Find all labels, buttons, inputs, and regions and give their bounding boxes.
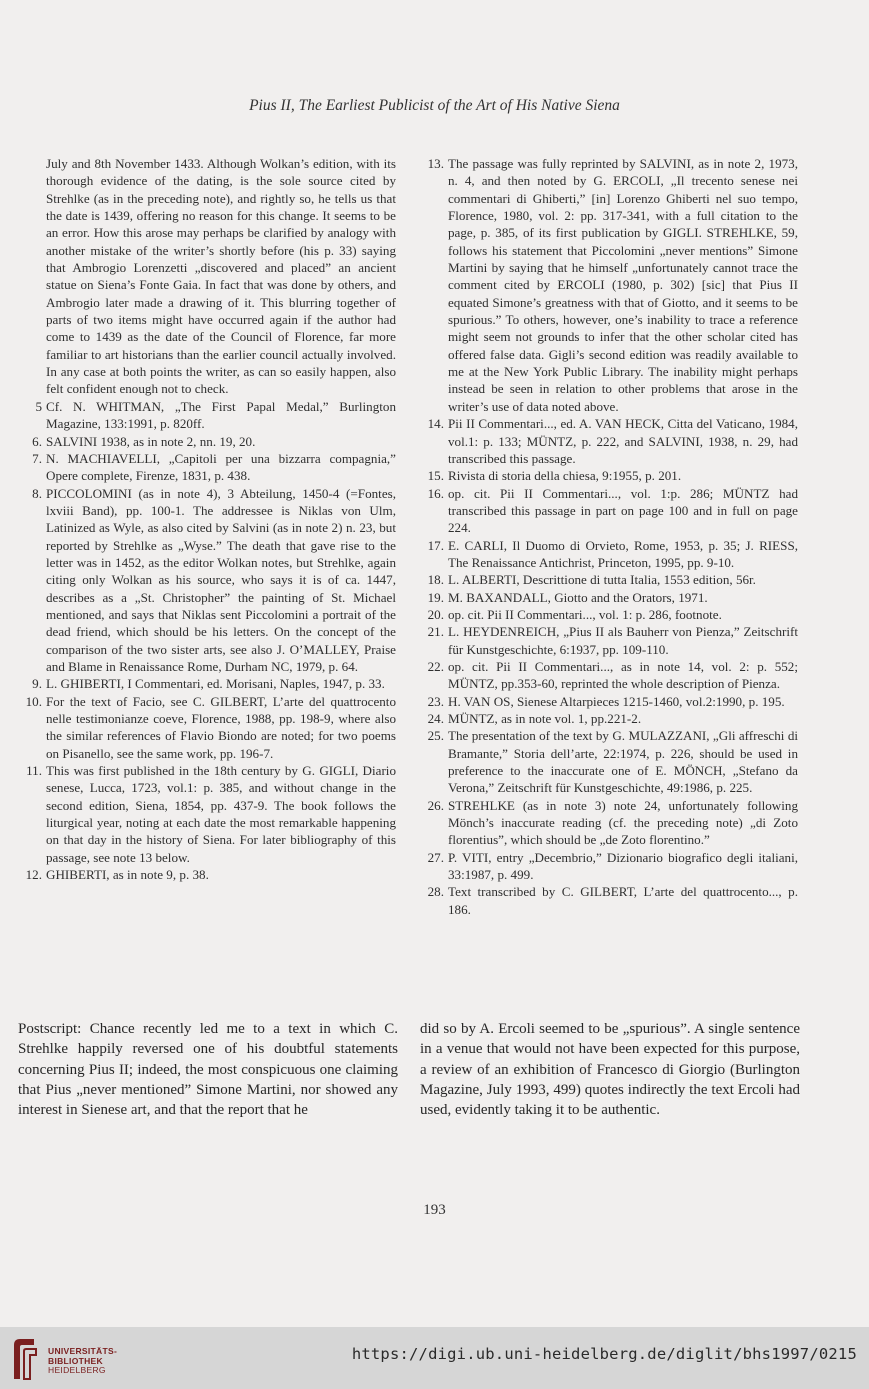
footnote — [20, 450, 396, 485]
left-notes-column — [20, 155, 396, 883]
footnote-number: 22. — [427, 658, 444, 674]
footnote-text: The passage was fully reprinted by SALVINI, as in note 2, 1973, n. 4, and then noted by G. ERCOLI, „Il trecento senese nei commentari di Ghiberti,” [in] Lorenzo Ghiberti nel suo tempo, Florence, 1980, vol. 2: pp. 317-341, with a full citation to the page, p. 385, of its first publication by GIGLI. STREHLKE, 59, follows his statement that Piccolomini „never mentions” Simone Martini by saying that he himself „unfortunately cannot trace the comment cited by ERCOLI (1980, p. 302) [sic] that Pius II equated Simone’s greatness with that of Giotto, and it seems to be spurious.” To others, however, one’s inability to trace a reference might seem not grounds to infer that the other scholar cited has offered false data. Gigli’s second edition was readily available to me at the New York Public Library. The inability might perhaps instead be seen in relation to other problems that arose in the writer’s use of data noted above. — [448, 156, 798, 414]
footnote — [422, 537, 798, 572]
viewer-footer-bar — [0, 1327, 869, 1389]
footnote — [422, 467, 798, 484]
footnote-number: 23. — [427, 693, 444, 709]
footnote-text: op. cit. Pii II Commentari..., as in note 14, vol. 2: p. 552; MÜNTZ, pp.353-60, reprinted the whole description of Pienza. — [448, 658, 798, 692]
footnote-text: This was first published in the 18th century by G. GIGLI, Diario senese, Lucca, 1723, vol.1: p. 385, and without change in the second edition, Siena, 1854, pp. 437-9. The book follows the liturgical year, noting at each date the most remarkable happening on that day in the history of Siena. For later bibliography of this passage, see note 13 below. — [46, 763, 396, 865]
footnote-text: MÜNTZ, as in note vol. 1, pp.221-2. — [448, 711, 642, 726]
permalink-url[interactable]: https://digi.ub.uni-heidelberg.de/diglit/bhs1997/0215 — [351, 1345, 857, 1363]
footnote-text: SALVINI 1938, as in note 2, nn. 19, 20. — [46, 433, 256, 449]
footnote — [20, 398, 396, 433]
footnote-number: 26. — [427, 797, 444, 813]
footnote-number: 18. — [427, 572, 444, 588]
footnote — [422, 883, 798, 918]
footnote-text: M. BAXANDALL, Giotto and the Orators, 1971. — [448, 589, 708, 605]
footnote-text: The presentation of the text by G. MULAZZANI, „Gli affreschi di Bramante,” Storia dell’arte, 22:1974, p. 226, should be used in preference to the inaccurate one of E. MÖNCH, „Stefano da Verona,” Zeitschrift für Kunstgeschichte, 49:1986, p. 225. — [448, 728, 798, 796]
logo-line-2: BIBLIOTHEK — [48, 1355, 103, 1366]
logo-line-3: HEIDELBERG — [48, 1365, 106, 1375]
footnote-number: 8. — [32, 485, 42, 501]
footnote-text: P. VITI, entry „Decembrio,” Dizionario biografico degli italiani, 33:1987, p. 499. — [448, 849, 798, 883]
library-logo[interactable] — [10, 1335, 170, 1381]
footnote — [20, 866, 396, 883]
footnote — [20, 433, 396, 450]
note-continuation — [20, 155, 396, 398]
footnote-number: 16. — [427, 485, 444, 501]
footnote — [422, 155, 798, 415]
footnote — [422, 623, 798, 658]
library-logo-icon — [10, 1335, 40, 1381]
note-continuation-text: July and 8th November 1433. Although Wolkan’s edition, with its thorough evidence of the dating, is the sole source cited by Strehlke (as in the preceding note), and rightly so, he tells us that the date is 1439, offering no reason for this change. It seems to be an error. How this arose may perhaps be clarified by analogy with another mistake of the writer’s shortly before (his p. 33) saying that Ambrogio Lorenzetti „discovered and placed” an ancient statue on Siena’s Fonte Gaia. In fact that was done by others, and Ambrogio later made a drawing of it. This blurring together of parts of two items might have occurred again if the author had come to 1439 as the date of the Council of Florence, far more familiar to art historians than the earlier council actually involved. In any case at both points the writer, as can so easily happen, also felt confident enough not to check. — [46, 156, 396, 397]
footnote-number: 11. — [26, 763, 42, 779]
footnote-text: Pii II Commentari..., ed. A. VAN HECK, Citta del Vaticano, 1984, vol.1: p. 133; MÜNTZ, p. 222, and SALVINI, 1938, n. 29, had transcribed this passage. — [448, 416, 798, 466]
footnote-text: Cf. N. WHITMAN, „The First Papal Medal,” Burlington Magazine, 133:1991, p. 820ff. — [46, 398, 396, 432]
footnote-number: 10. — [25, 693, 42, 709]
footnote-text: GHIBERTI, as in note 9, p. 38. — [46, 867, 209, 883]
right-notes-column — [422, 155, 798, 918]
footnote-number: 15. — [427, 468, 444, 484]
footnote-text: L. HEYDENREICH, „Pius II als Bauherr von Pienza,” Zeitschrift für Kunstgeschichte, 6:1937, pp. 109-110. — [448, 624, 798, 657]
footnote-text: Text transcribed by C. GILBERT, L’arte del quattrocento..., p. 186. — [448, 884, 798, 917]
footnote — [20, 693, 396, 762]
footnote — [422, 727, 798, 796]
footnote-text: op. cit. Pii II Commentari..., vol. 1:p. 286; MÜNTZ had transcribed this passage in part on page 100 and in full on page 224. — [448, 485, 798, 536]
footnote-number: 14. — [427, 416, 444, 432]
footnote-number: 9. — [32, 676, 42, 692]
footnote — [422, 606, 798, 623]
footnote-text: PICCOLOMINI (as in note 4), 3 Abteilung, 1450-4 (=Fontes, lxviii Band), pp. 100-1. The addressee is Niklas von Ulm, Latinized as Wyle, as also cited by Salvini (as in note 2) n. 23, but reported by Strehlke as „Wyse.” The death that gave rise to the letter was in 1452, as the editor Wolkan notes, but Strehlke, again citing only Wolkan as his source, who says it is of ca. 1447, describes as a „St. Christopher” the painting of St. Michael mentioned, and says that Niklas sent Piccolomini a portrait of the dead friend, which should be his letters. On the concept of the comparison of the two sister arts, see also J. O’MALLEY, Praise and Blame in Renaissance Rome, Durham NC, 1979, p. 64. — [46, 485, 396, 674]
footnote — [20, 762, 396, 866]
footnote-number: 25. — [427, 728, 444, 744]
footnote-number: 28. — [427, 884, 444, 900]
footnote — [422, 849, 798, 884]
footnote-number: 6. — [32, 433, 42, 449]
footnote — [422, 415, 798, 467]
footnote — [422, 658, 798, 693]
footnote — [422, 589, 798, 606]
footnote — [422, 693, 798, 710]
library-logo-text — [48, 1347, 117, 1376]
footnote-number: 24. — [427, 711, 444, 726]
footnote-number: 5 — [35, 398, 42, 414]
footnote-number: 13. — [427, 156, 444, 171]
footnote-text: N. MACHIAVELLI, „Capitoli per una bizzarra compagnia,” Opere complete, Firenze, 1831, p. 438. — [46, 450, 396, 484]
footnote-text: op. cit. Pii II Commentari..., vol. 1: p. 286, footnote. — [448, 606, 722, 622]
footnote-number: 27. — [427, 849, 444, 865]
footnote — [20, 675, 396, 692]
footnote — [422, 797, 798, 849]
footnote-text: L. GHIBERTI, I Commentari, ed. Morisani, Naples, 1947, p. 33. — [46, 676, 385, 692]
footnote — [20, 485, 396, 676]
logo-line-1: UNIVERSITÄTS- — [48, 1346, 118, 1356]
footnote-number: 17. — [427, 537, 444, 553]
footnote-number: 7. — [32, 450, 42, 466]
footnote-number: 19. — [427, 589, 444, 605]
footnote-number: 12. — [25, 867, 42, 883]
footnote — [422, 485, 798, 537]
footnote — [422, 710, 798, 727]
footnote — [422, 571, 798, 588]
page-number: 193 — [423, 1202, 446, 1218]
postscript-left: Postscript: Chance recently led me to a text in which C. Strehlke happily reversed one of his doubtful statements concerning Pius II; indeed, the most conspicuous one claiming that Pius „never mentioned” Simone Martini, nor showed any interest in Sienese art, and that the report that he — [18, 1021, 398, 1119]
footnote-text: E. CARLI, Il Duomo di Orvieto, Rome, 1953, p. 35; J. RIESS, The Renaissance Antichrist, Princeton, 1995, pp. 9-10. — [448, 537, 798, 570]
footnote-text: STREHLKE (as in note 3) note 24, unfortunately following Mönch’s inaccurate reading (cf. the preceding note) „di Zoto florentius”, which should be „de Zoto florentino.” — [448, 797, 798, 848]
footnote-text: H. VAN OS, Sienese Altarpieces 1215-1460, vol.2:1990, p. 195. — [448, 693, 785, 709]
footnote-text: L. ALBERTI, Descrittione di tutta Italia, 1553 edition, 56r. — [448, 572, 756, 588]
postscript-right: did so by A. Ercoli seemed to be „spurious”. A single sentence in a venue that would not have been expected for this purpose, a review of an exhibition of Francesco di Giorgio (Burlington Magazine, July 1993, 499) quotes indirectly the text Ercoli had used, evidently taking it to be authentic. — [420, 1021, 800, 1119]
footnote-text: For the text of Facio, see C. GILBERT, L’arte del quattrocento nelle testimonianze coeve, Florence, 1988, pp. 198-9, where also the similar references of Flavio Biondo are noted; for two poems on Pisanello, see the same work, pp. 196-7. — [46, 693, 396, 761]
footnote-number: 21. — [427, 624, 444, 640]
running-head: Pius II, The Earliest Publicist of the Art of His Native Siena — [249, 97, 620, 114]
footnote-number: 20. — [427, 606, 444, 622]
footnote-text: Rivista di storia della chiesa, 9:1955, p. 201. — [448, 468, 682, 484]
